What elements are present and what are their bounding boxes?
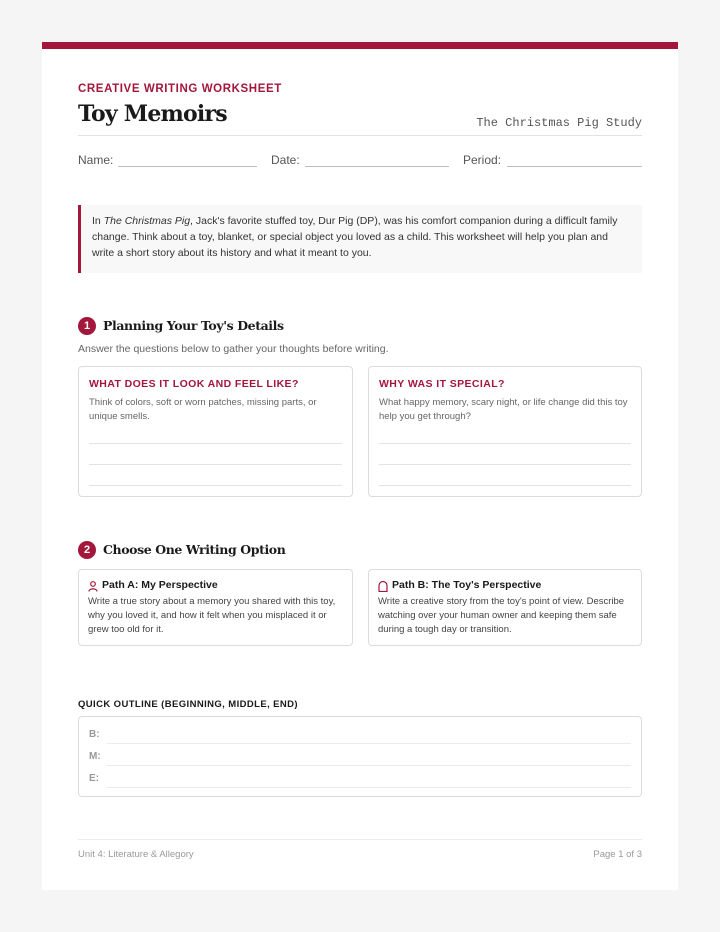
- path-b-title: Path B: The Toy's Perspective: [392, 579, 542, 591]
- outline-row-key: M:: [89, 751, 101, 762]
- card-title: WHAT DOES IT LOOK AND FEEL LIKE?: [89, 378, 299, 390]
- path-a-description: Write a true story about a memory you shared with this toy, why you loved it, and how it felt when you misplaced it or grew too old for it.: [88, 596, 336, 635]
- page-title: Toy Memoirs: [78, 101, 227, 127]
- look-and-feel-card: [78, 366, 353, 497]
- outline-box: [78, 716, 642, 797]
- worksheet-page: [42, 42, 678, 890]
- footer-divider: [78, 839, 642, 840]
- period-field[interactable]: [507, 166, 642, 167]
- outline-row-middle[interactable]: [89, 747, 631, 767]
- section-2-title: Choose One Writing Option: [103, 542, 286, 557]
- period-label: Period:: [463, 153, 502, 167]
- outline-row-key: B:: [89, 729, 100, 740]
- intro-text-rest: , Jack's favorite stuffed toy, Dur Pig (DP), was his comfort companion during a difficult family change. Think about a toy, blanket, or special object you loved as a child. This worksheet will help you plan and write a short story about its history and what it meant to you.: [92, 215, 618, 259]
- path-b-description: Write a creative story from the toy's point of view. Describe watching over your human owner and keeping them safe during a tough day or transition.: [378, 596, 625, 635]
- page-subtitle: The Christmas Pig Study: [476, 116, 642, 130]
- card-title: WHY WAS IT SPECIAL?: [379, 378, 505, 390]
- section-1-subtitle: Answer the questions below to gather your thoughts before writing.: [78, 343, 389, 355]
- answer-line[interactable]: [379, 464, 631, 465]
- card-prompt: What happy memory, scary night, or life change did this toy help you get through?: [379, 397, 628, 422]
- card-prompt: Think of colors, soft or worn patches, missing parts, or unique smells.: [89, 397, 317, 422]
- outline-row-beginning[interactable]: [89, 725, 631, 745]
- answer-line[interactable]: [89, 464, 342, 465]
- date-label: Date:: [271, 153, 300, 167]
- name-field[interactable]: [118, 166, 257, 167]
- outline-line[interactable]: [107, 765, 631, 766]
- answer-line[interactable]: [379, 443, 631, 444]
- outline-line[interactable]: [107, 787, 631, 788]
- answer-line[interactable]: [89, 485, 342, 486]
- book-title: The Christmas Pig: [103, 215, 191, 227]
- student-info-fields: [78, 147, 642, 169]
- path-a-card[interactable]: [78, 569, 353, 646]
- date-field[interactable]: [305, 166, 449, 167]
- section-1-title: Planning Your Toy's Details: [103, 318, 284, 333]
- path-b-card[interactable]: [368, 569, 642, 646]
- path-a-title: Path A: My Perspective: [102, 579, 218, 591]
- ghost-icon: [378, 581, 388, 592]
- outline-row-end[interactable]: [89, 769, 631, 789]
- intro-callout: [78, 205, 642, 273]
- answer-line[interactable]: [89, 443, 342, 444]
- outline-line[interactable]: [107, 743, 631, 744]
- why-special-card: [368, 366, 642, 497]
- person-icon: [88, 581, 98, 592]
- intro-text-start: In: [92, 215, 104, 227]
- footer-unit: Unit 4: Literature & Allegory: [78, 849, 194, 860]
- section-1-number: 1: [78, 317, 96, 335]
- answer-line[interactable]: [379, 485, 631, 486]
- footer-page-number: Page 1 of 3: [593, 849, 642, 860]
- outline-row-key: E:: [89, 773, 99, 784]
- outline-label: QUICK OUTLINE (BEGINNING, MIDDLE, END): [78, 699, 298, 710]
- section-2-number: 2: [78, 541, 96, 559]
- name-label: Name:: [78, 153, 114, 167]
- header-divider: [78, 135, 642, 136]
- worksheet-eyebrow: CREATIVE WRITING WORKSHEET: [78, 83, 282, 95]
